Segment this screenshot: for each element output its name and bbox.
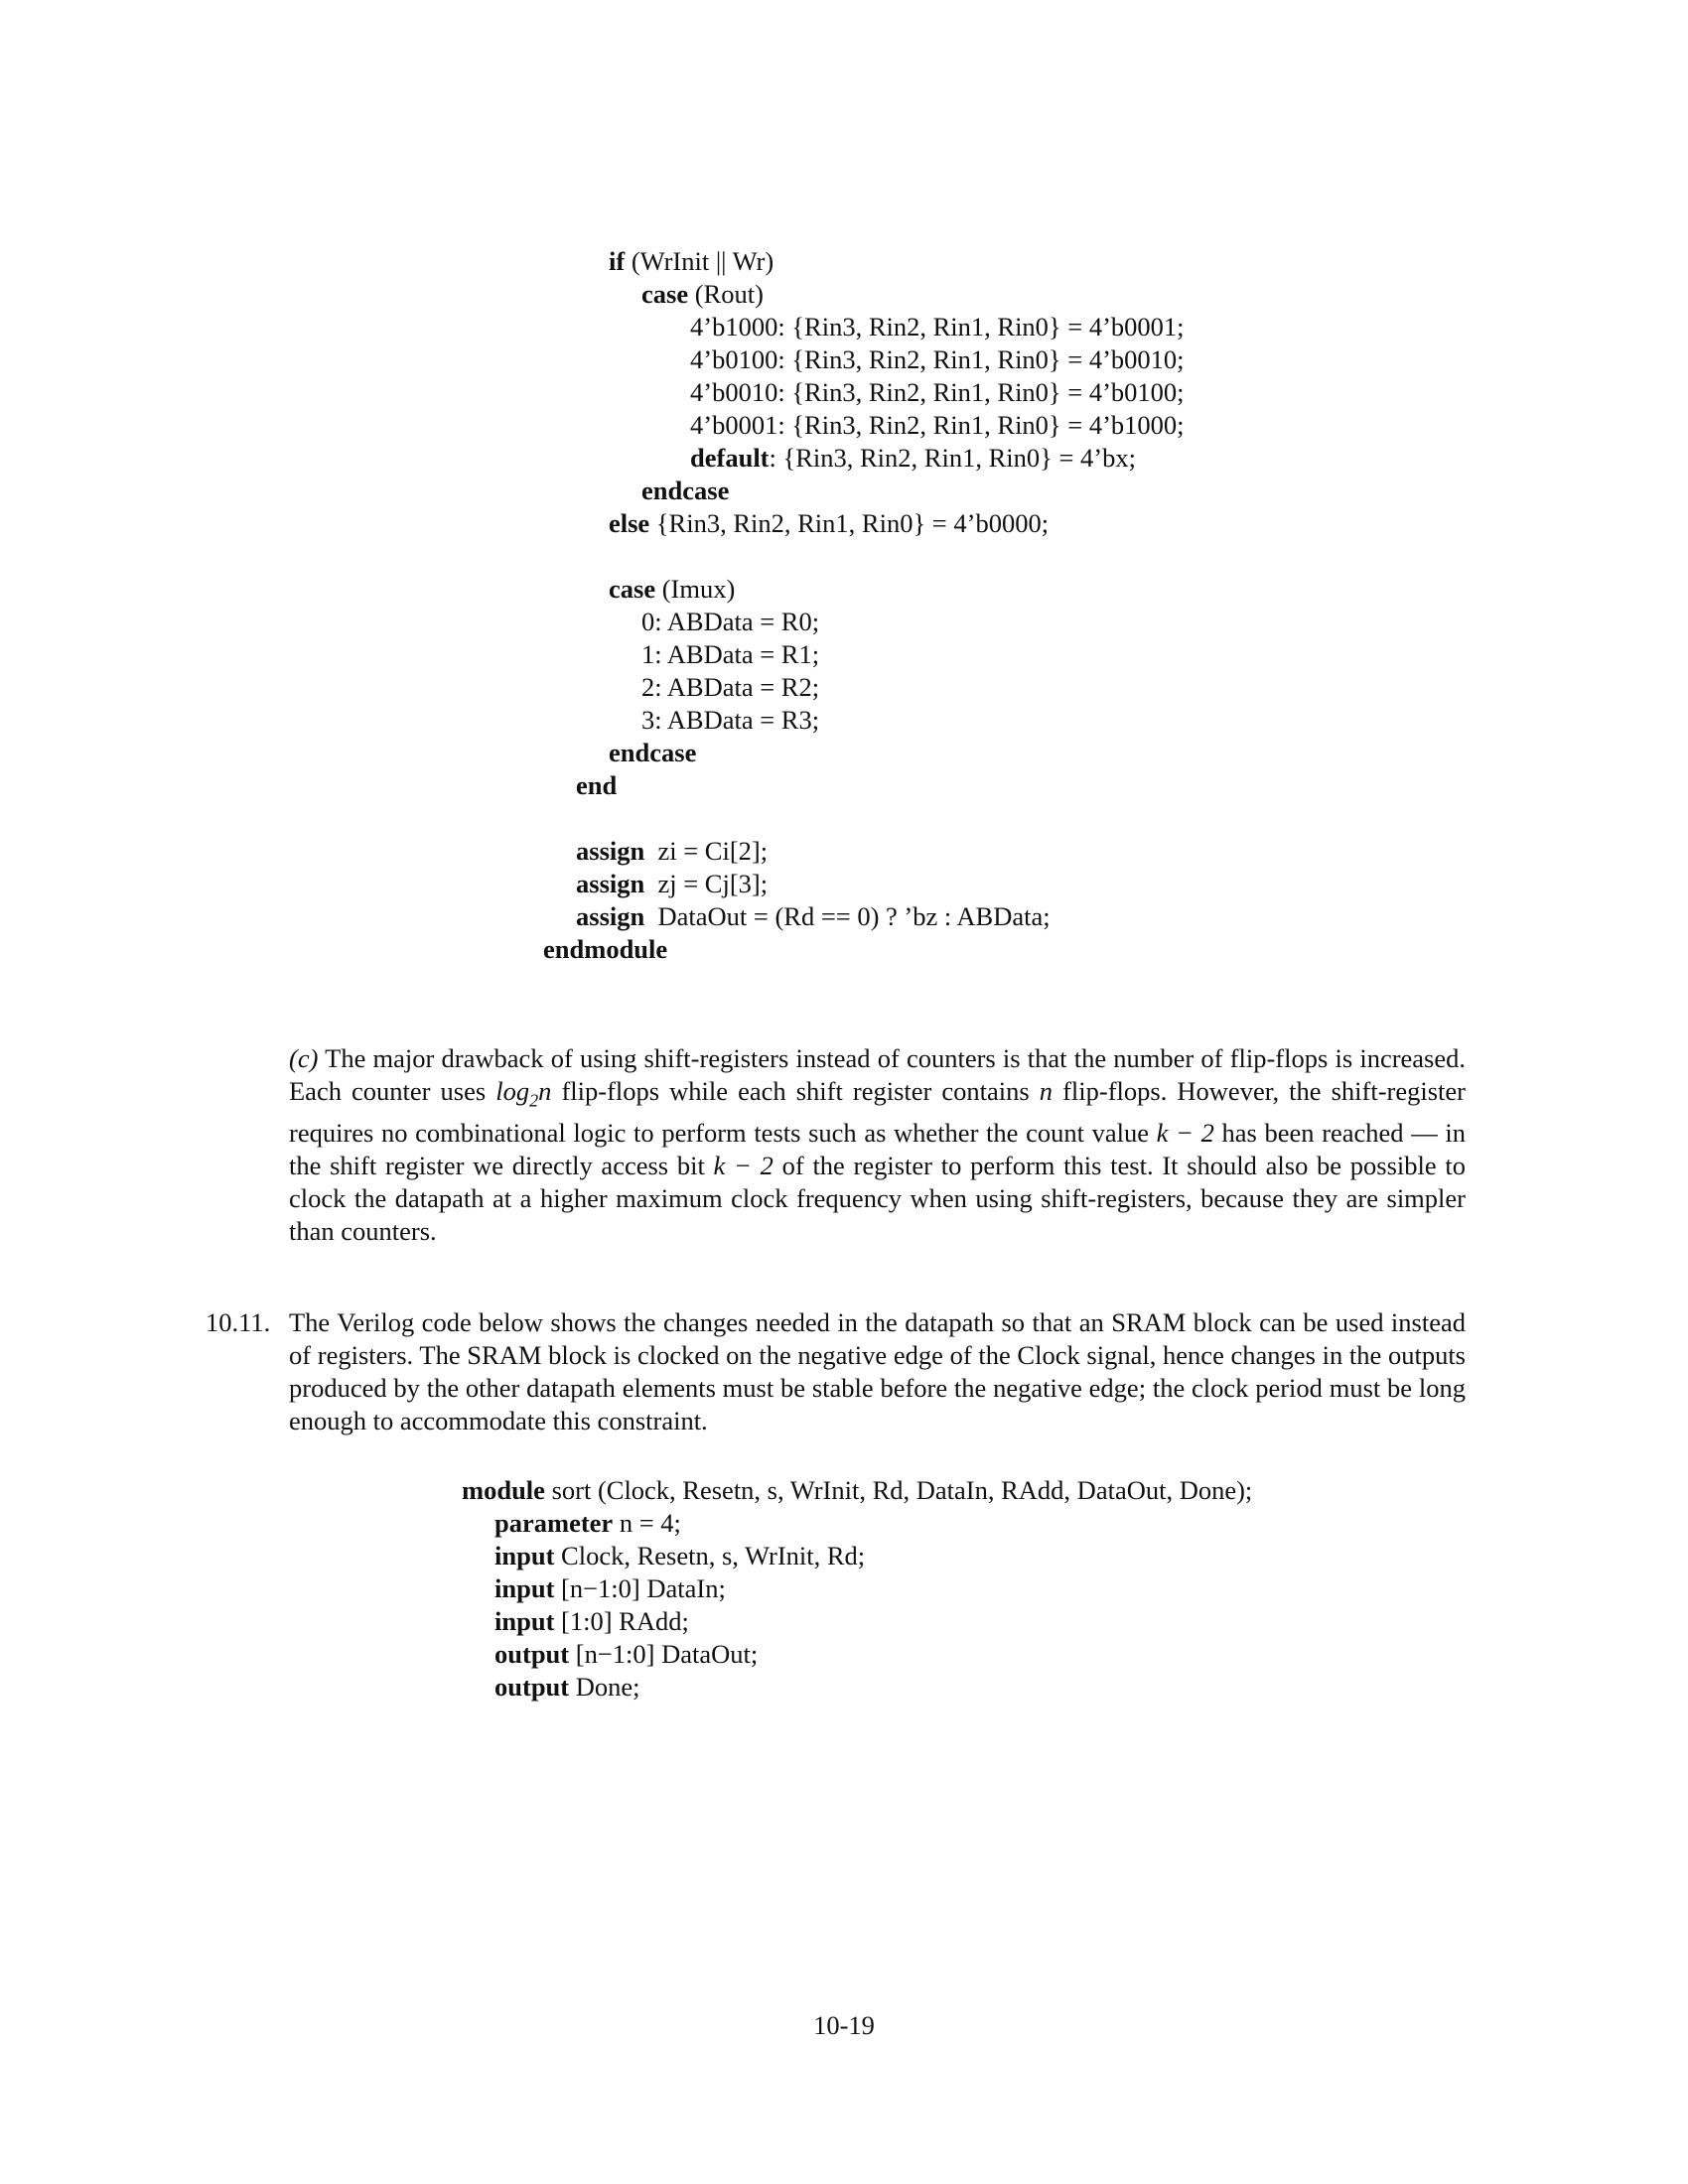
math-text: n [538,1076,552,1106]
keyword: output [494,1672,570,1702]
paragraph-text: has been reached — in the shift register we directly access bit [289,1118,1466,1181]
code-text: 2: ABData = R2; [641,672,820,702]
code-text: [1:0] RAdd; [554,1606,689,1636]
code-line [494,1540,865,1572]
keyword: case [609,574,656,604]
code-text: 4’b0001: {Rin3, Rin2, Rin1, Rin0} = 4’b1000; [690,410,1185,440]
page-number: 10-19 [813,2010,875,2040]
math-k-minus-2: k − 2 [1156,1118,1214,1149]
keyword: endmodule [543,934,668,964]
item-number: 10.11. [206,1307,271,1337]
code-line [690,442,1136,475]
keyword: if [609,246,626,276]
keyword: case [641,279,689,309]
keyword: assign [576,901,645,931]
code-text: DataOut = (Rd == 0) ? ’bz : ABData; [644,901,1051,931]
code-text: zj = Cj[3]; [644,869,769,898]
keyword: endcase [609,738,697,767]
code-line [494,1638,758,1671]
part-label: (c) [289,1043,319,1073]
keyword: end [576,770,618,800]
code-text: [n−1:0] DataIn; [554,1573,726,1603]
code-text: (Imux) [655,574,736,604]
code-line [690,409,1185,442]
code-line [576,835,768,868]
code-line [609,737,696,769]
code-text: 4’b1000: {Rin3, Rin2, Rin1, Rin0} = 4’b0001; [690,312,1185,341]
code-line [690,376,1185,409]
part-c-paragraph [289,1042,1466,1248]
code-line [641,671,819,704]
item-10-11-paragraph: The Verilog code below shows the changes needed in the datapath so that an SRAM block can be used instead of registers. The SRAM block is clocked on the negative edge of the Clock signal, hence changes in the outputs produced by the other datapath elements must be stable before the negative edge; the clock period must be long enough to accommodate this constraint. [289,1307,1466,1435]
code-text: {Rin3, Rin2, Rin1, Rin0} = 4’b0000; [649,508,1050,538]
code-line [609,245,774,278]
keyword: endcase [641,476,730,505]
code-line [494,1572,726,1605]
keyword: assign [576,869,645,898]
code-line [641,475,729,507]
keyword: default [690,443,770,473]
code-text: zi = Ci[2]; [644,836,769,866]
keyword: assign [576,836,645,866]
code-text: Clock, Resetn, s, WrInit, Rd; [554,1541,866,1570]
code-line [543,933,667,966]
keyword: input [494,1606,555,1636]
code-line [641,704,819,737]
math-k-minus-2: k − 2 [713,1151,774,1181]
keyword: input [494,1573,555,1603]
code-text: Done; [569,1672,640,1702]
paragraph-text: The major drawback of using shift-registers instead of counters is that the number of flip-flops is increased. Each counter uses [289,1043,1466,1106]
math-text: log [495,1076,530,1106]
code-text: sort (Clock, Resetn, s, WrInit, Rd, DataIn, RAdd, DataOut, Done); [544,1475,1253,1505]
code-line [576,900,1051,933]
code-text: 4’b0100: {Rin3, Rin2, Rin1, Rin0} = 4’b0010; [690,344,1185,374]
code-line [641,606,819,638]
code-line [494,1605,689,1638]
keyword: output [494,1639,570,1669]
code-line [641,638,819,671]
code-text: 1: ABData = R1; [641,639,820,669]
code-line [690,311,1185,343]
math-subscript: 2 [529,1090,539,1111]
math-n: n [1039,1076,1054,1106]
code-text: 4’b0010: {Rin3, Rin2, Rin1, Rin0} = 4’b0100; [690,377,1185,407]
code-line [494,1507,681,1540]
paragraph-text: flip-flops while each shift register contains [551,1076,1040,1106]
keyword: parameter [494,1508,614,1538]
math-log [495,1076,552,1111]
code-line [494,1671,640,1704]
keyword: input [494,1541,555,1570]
code-text: [n−1:0] DataOut; [569,1639,759,1669]
code-text: 0: ABData = R0; [641,607,820,636]
code-line [690,343,1185,376]
code-text: n = 4; [613,1508,681,1538]
code-text: (Rout) [688,279,764,309]
keyword: module [462,1475,545,1505]
keyword: else [609,508,650,538]
code-line [609,573,735,606]
code-line [576,868,768,900]
paragraph-text: flip-flops. However, the shift-register requires no combinational logic to perform tests such as whether the count value [289,1076,1467,1149]
code-text: (WrInit || Wr) [625,246,774,276]
code-line [641,278,764,311]
code-text: 3: ABData = R3; [641,705,820,735]
code-line [609,507,1049,540]
code-line [462,1474,1252,1507]
code-line [576,769,617,802]
code-text: : {Rin3, Rin2, Rin1, Rin0} = 4’bx; [769,443,1136,473]
paragraph-text: of the register to perform this test. It should also be possible to clock the datapath at a higher maximum clock frequency when using shift-registers, because they are simpler than counters. [289,1151,1467,1247]
